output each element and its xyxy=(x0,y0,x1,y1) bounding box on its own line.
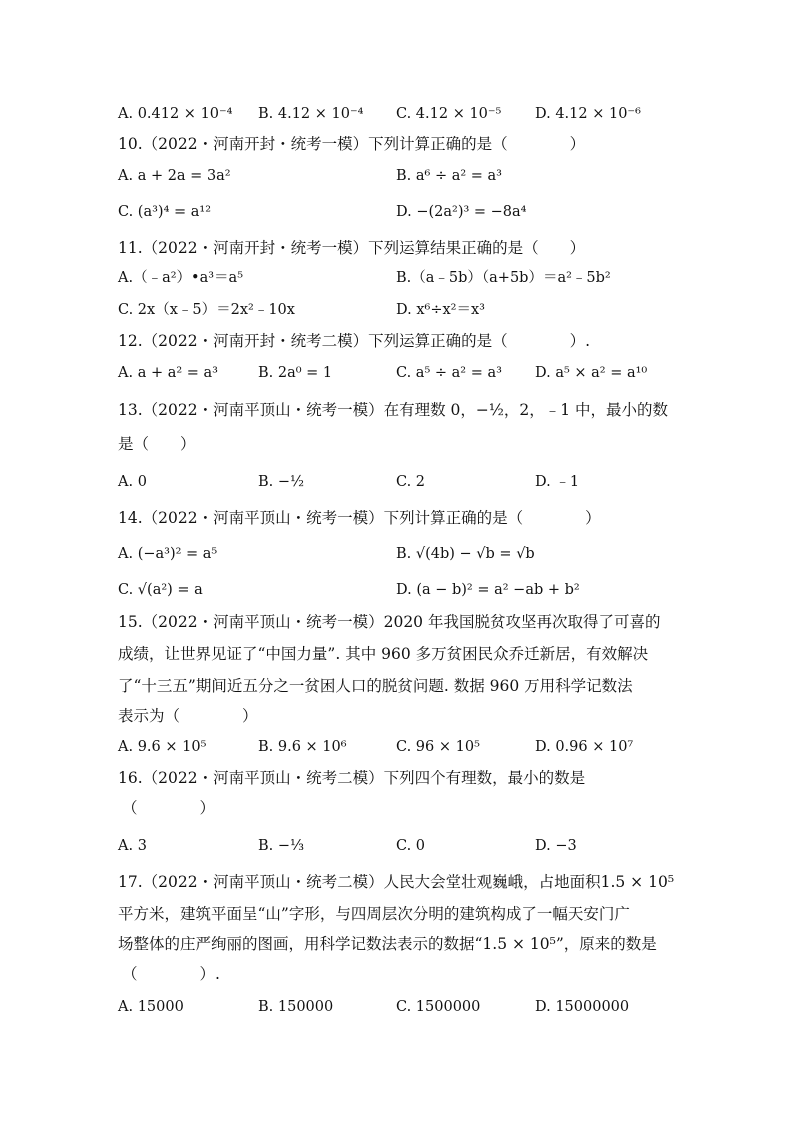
q15-option-b: B. 9.6 × 10⁶ xyxy=(258,739,347,755)
q11-option-d: D. x⁶÷x²＝x³ xyxy=(396,302,485,318)
q12-stem: 12.（2022・河南开封・统考二模）下列运算正确的是（ ）. xyxy=(118,332,591,350)
q16-stem-line-1: 16.（2022・河南平顶山・统考二模）下列四个有理数，最小的数是 xyxy=(118,769,586,787)
q13-option-c: C. 2 xyxy=(396,474,426,490)
q16-stem-line-2: （ ） xyxy=(122,799,216,817)
q15-option-c: C. 96 × 10⁵ xyxy=(396,739,480,755)
q17-stem-line-4: （ ）. xyxy=(122,965,220,983)
q17-option-c: C. 1500000 xyxy=(396,999,481,1015)
q9-option-b: B. 4.12 × 10⁻⁴ xyxy=(258,106,364,122)
q11-stem: 11.（2022・河南开封・统考一模）下列运算结果正确的是（ ） xyxy=(118,239,586,257)
q17-stem-line-1: 17.（2022・河南平顶山・统考二模）人民大会堂壮观巍峨，占地面积1.5 × 10⁵ xyxy=(118,873,675,891)
q12-option-d: D. a⁵ × a² = a¹⁰ xyxy=(535,365,648,381)
q14-option-d: D. (a − b)² = a² −ab + b² xyxy=(396,582,580,598)
q11-option-c: C. 2x（x﹣5）＝2x²﹣10x xyxy=(118,302,295,318)
q10-option-b: B. a⁶ ÷ a² = a³ xyxy=(396,168,502,184)
q17-option-b: B. 150000 xyxy=(258,999,334,1015)
q17-option-a: A. 15000 xyxy=(118,999,184,1015)
q13-stem-line-1: 13.（2022・河南平顶山・统考一模）在有理数 0，−½，2，﹣1 中，最小的数 xyxy=(118,401,669,419)
q10-option-d: D. −(2a²)³ = −8a⁴ xyxy=(396,204,527,220)
q15-stem-line-1: 15.（2022・河南平顶山・统考一模）2020 年我国脱贫攻坚再次取得了可喜的 xyxy=(118,613,661,631)
q16-option-c: C. 0 xyxy=(396,838,426,854)
q13-option-d: D. ﹣1 xyxy=(535,474,580,490)
q12-option-c: C. a⁵ ÷ a² = a³ xyxy=(396,365,502,381)
q13-option-b: B. −½ xyxy=(258,474,305,490)
q17-stem-line-3: 场整体的庄严绚丽的图画，用科学记数法表示的数据“1.5 × 10⁵”，原来的数是 xyxy=(118,935,657,953)
q11-option-b: B.（a﹣5b）（a+5b）＝a²﹣5b² xyxy=(396,270,611,286)
q14-option-c: C. √(a²) = a xyxy=(118,582,203,598)
q17-option-d: D. 15000000 xyxy=(535,999,630,1015)
q15-stem-line-4: 表示为（ ） xyxy=(118,707,258,725)
q10-option-c: C. (a³)⁴ = a¹² xyxy=(118,204,212,220)
q15-option-d: D. 0.96 × 10⁷ xyxy=(535,739,634,755)
q12-option-a: A. a + a² = a³ xyxy=(118,365,218,381)
q12-option-b: B. 2a⁰ = 1 xyxy=(258,365,333,381)
q14-option-b: B. √(4b) − √b = √b xyxy=(396,546,535,562)
q16-option-d: D. −3 xyxy=(535,838,577,854)
q13-option-a: A. 0 xyxy=(118,474,147,490)
q10-stem: 10.（2022・河南开封・统考一模）下列计算正确的是（ ） xyxy=(118,135,586,153)
q16-option-a: A. 3 xyxy=(118,838,147,854)
q15-stem-line-3: 了“十三五”期间近五分之一贫困人口的脱贫问题. 数据 960 万用科学记数法 xyxy=(118,677,633,695)
q14-option-a: A. (−a³)² = a⁵ xyxy=(118,546,218,562)
q11-option-a: A.（﹣a²）•a³＝a⁵ xyxy=(118,270,244,286)
q17-stem-line-2: 平方米，建筑平面呈“山”字形，与四周层次分明的建筑构成了一幅天安门广 xyxy=(118,905,630,923)
q9-option-a: A. 0.412 × 10⁻⁴ xyxy=(118,106,233,122)
q15-option-a: A. 9.6 × 10⁵ xyxy=(118,739,207,755)
q9-option-d: D. 4.12 × 10⁻⁶ xyxy=(535,106,641,122)
q14-stem: 14.（2022・河南平顶山・统考一模）下列计算正确的是（ ） xyxy=(118,509,601,527)
q10-option-a: A. a + 2a = 3a² xyxy=(118,168,231,184)
q13-stem-line-2: 是（ ） xyxy=(118,435,196,453)
q16-option-b: B. −⅓ xyxy=(258,838,305,854)
q15-stem-line-2: 成绩，让世界见证了“中国力量”. 其中 960 多万贫困民众乔迁新居，有效解决 xyxy=(118,645,649,663)
q9-option-c: C. 4.12 × 10⁻⁵ xyxy=(396,106,502,122)
